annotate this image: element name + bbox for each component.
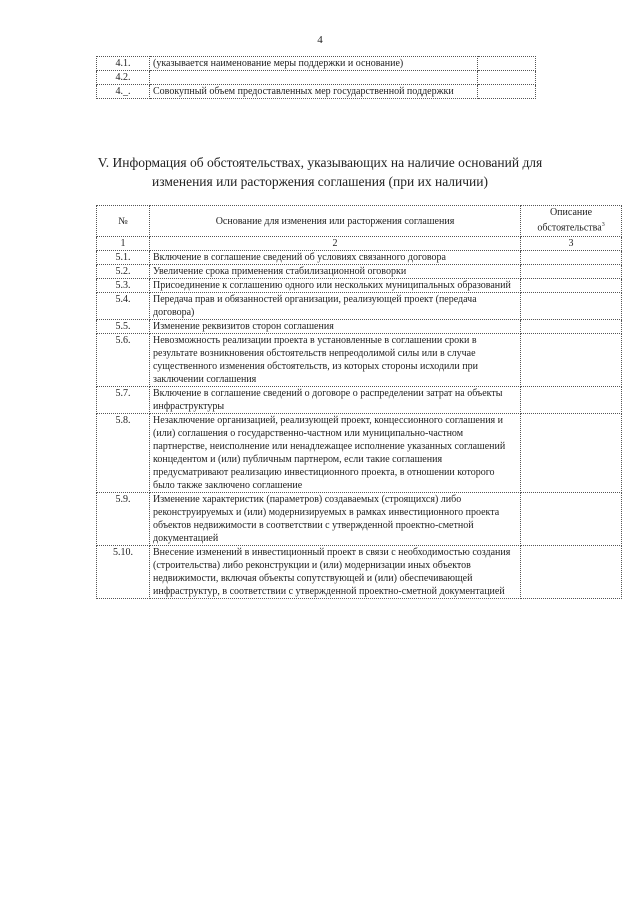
table-row: [97, 279, 622, 293]
row-description: [521, 320, 622, 334]
header-description-text: Описание обстоятельства: [537, 207, 602, 234]
header-number: №: [97, 206, 150, 237]
index-cell: 3: [521, 237, 622, 251]
row-text: Увеличение срока применения стабилизационной оговорки: [150, 265, 521, 279]
table-row: [97, 414, 622, 493]
row-number: 5.5.: [97, 320, 150, 334]
row-number: 4.1.: [97, 57, 150, 71]
row-value: [478, 85, 536, 99]
table-header-row: [97, 206, 622, 237]
row-description: [521, 251, 622, 265]
row-number: 4._.: [97, 85, 150, 99]
table-row: [97, 546, 622, 599]
row-number: 5.2.: [97, 265, 150, 279]
header-basis: Основание для изменения или расторжения соглашения: [150, 206, 521, 237]
row-number: 5.4.: [97, 293, 150, 320]
row-number: 5.10.: [97, 546, 150, 599]
row-text: Включение в соглашение сведений об условиях связанного договора: [150, 251, 521, 265]
index-cell: 2: [150, 237, 521, 251]
table-index-row: [97, 237, 622, 251]
row-description: [521, 387, 622, 414]
row-number: 5.3.: [97, 279, 150, 293]
table-row: [97, 85, 536, 99]
table-row: [97, 387, 622, 414]
row-value: [478, 71, 536, 85]
row-description: [521, 414, 622, 493]
row-description: [521, 546, 622, 599]
page-number: 4: [317, 34, 323, 46]
row-number: 5.7.: [97, 387, 150, 414]
row-text: Незаключение организацией, реализующей проект, концессионного соглашения и (или) соглашения о государственно-частном или муниципально-частном партнерстве, неисполнение или ненадлежащее исполнение указанных соглашений концедентом и (или) публичным партнером, если такие соглашения предусматривают реализацию инвестиционного проекта, в отношении которого было также заключено соглашение: [150, 414, 521, 493]
row-description: [521, 265, 622, 279]
row-description: [521, 493, 622, 546]
row-text: Изменение реквизитов сторон соглашения: [150, 320, 521, 334]
row-text: (указывается наименование меры поддержки и основание): [150, 57, 478, 71]
table-row: [97, 293, 622, 320]
table-row: [97, 251, 622, 265]
row-number: 4.2.: [97, 71, 150, 85]
row-number: 5.1.: [97, 251, 150, 265]
row-text: Включение в соглашение сведений о договоре о распределении затрат на объекты инфраструктуры: [150, 387, 521, 414]
row-text: Внесение изменений в инвестиционный проект в связи с необходимостью создания (строительства) либо реконструкции и (или) модернизации иных объектов недвижимости, включая объекты сопутствующей и (или) обеспечивающей инфраструктур, в соответствии с утвержденной проектно-сметной документацией: [150, 546, 521, 599]
row-number: 5.6.: [97, 334, 150, 387]
row-number: 5.8.: [97, 414, 150, 493]
header-description: [521, 206, 622, 237]
amendment-grounds-table: [96, 205, 622, 599]
footnote-marker: 3: [601, 222, 605, 229]
row-number: 5.9.: [97, 493, 150, 546]
index-cell: 1: [97, 237, 150, 251]
table-row: [97, 493, 622, 546]
row-text: Изменение характеристик (параметров) создаваемых (строящихся) либо реконструируемых и (или) модернизируемых в рамках инвестиционного проекта объектов недвижимости в соответствии с утвержденной проектно-сметной документацией: [150, 493, 521, 546]
table-row: [97, 265, 622, 279]
row-description: [521, 293, 622, 320]
table-row: [97, 320, 622, 334]
row-text: Невозможность реализации проекта в установленные в соглашении сроки в результате возникновения обстоятельств непреодолимой силы или в случае существенного изменения обстоятельств, из которых стороны исходили при заключении соглашения: [150, 334, 521, 387]
support-measures-table: [96, 56, 536, 99]
row-text: Совокупный объем предоставленных мер государственной поддержки: [150, 85, 478, 99]
row-text: Присоединение к соглашению одного или нескольких муниципальных образований: [150, 279, 521, 293]
section-heading: V. Информация об обстоятельствах, указывающих на наличие оснований для изменения или расторжения соглашения (при их наличии): [97, 155, 543, 189]
table-row: [97, 71, 536, 85]
table-row: [97, 334, 622, 387]
table-row: [97, 57, 536, 71]
row-text: [150, 71, 478, 85]
row-description: [521, 334, 622, 387]
row-description: [521, 279, 622, 293]
row-text: Передача прав и обязанностей организации, реализующей проект (передача договора): [150, 293, 521, 320]
row-value: [478, 57, 536, 71]
